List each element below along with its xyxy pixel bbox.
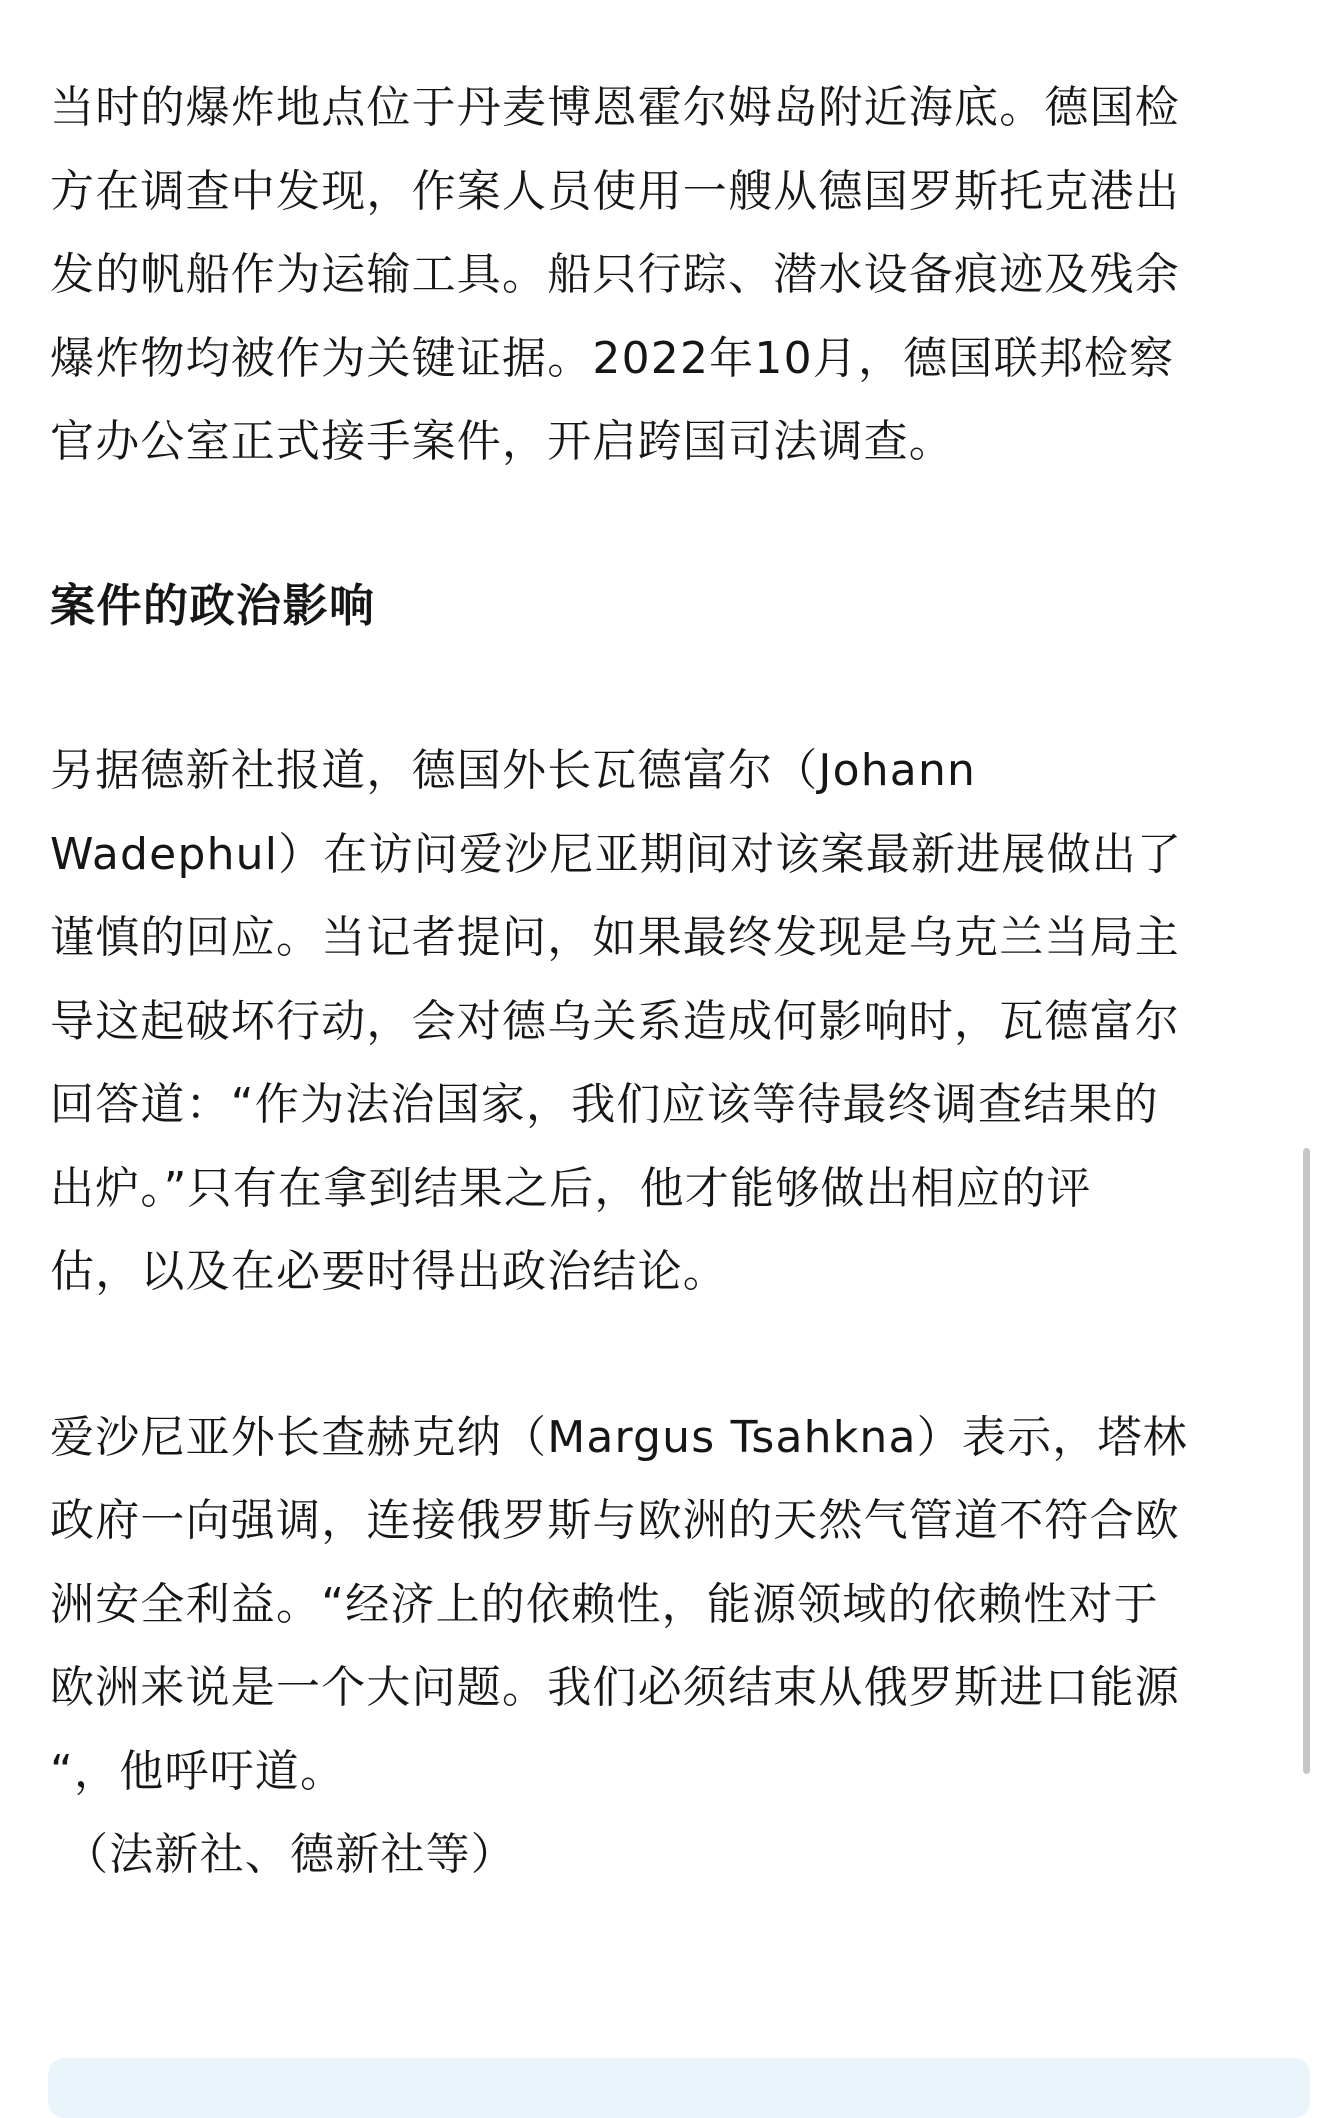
scrollbar-thumb[interactable] — [1303, 1148, 1310, 1774]
text-line: 另据德新社报道，德国外长瓦德富尔（Johann — [50, 745, 977, 796]
text-line: 官办公室正式接手案件，开启跨国司法调查。 — [50, 416, 954, 467]
text-line: 当时的爆炸地点位于丹麦博恩霍尔姆岛附近海底。德国检 — [50, 82, 1180, 133]
text-line: “，他呼吁道。 — [50, 1745, 346, 1797]
text-line: 爆炸物均被作为关键证据。2022年10月，德国联邦检察 — [50, 332, 1175, 384]
section-heading: 案件的政治影响 — [50, 578, 376, 632]
bottom-card[interactable] — [48, 2058, 1310, 2118]
text-line: 谨慎的回应。当记者提问，如果最终发现是乌克兰当局主 — [50, 912, 1180, 963]
text-line: 洲安全利益。“经济上的依赖性，能源领域的依赖性对于 — [50, 1578, 1159, 1630]
text-line: 爱沙尼亚外长查赫克纳（Margus Tsahkna）表示，塔林 — [50, 1411, 1188, 1463]
paragraph-german-response — [50, 729, 1290, 1314]
paragraph-investigation — [50, 66, 1290, 484]
source-attribution: （法新社、德新社等） — [64, 1829, 516, 1880]
article-body — [50, 66, 1290, 1897]
text-line: 估，以及在必要时得出政治结论。 — [50, 1246, 728, 1297]
text-line: 出炉。”只有在拿到结果之后，他才能够做出相应的评 — [50, 1162, 1092, 1214]
text-line: 导这起破坏行动，会对德乌关系造成何影响时，瓦德富尔 — [50, 995, 1180, 1047]
text-line: 政府一向强调，连接俄罗斯与欧洲的天然气管道不符合欧 — [50, 1495, 1180, 1546]
paragraph-estonia-response — [50, 1396, 1290, 1814]
text-line: 回答道：“作为法治国家，我们应该等待最终调查结果的 — [50, 1079, 1159, 1130]
text-line: 方在调查中发现，作案人员使用一艘从德国罗斯托克港出 — [50, 165, 1180, 217]
text-line: 欧洲来说是一个大问题。我们必须结束从俄罗斯进口能源 — [50, 1662, 1180, 1713]
text-line: 发的帆船作为运输工具。船只行踪、潜水设备痕迹及残余 — [50, 249, 1180, 300]
text-line: Wadephul）在访问爱沙尼亚期间对该案最新进展做出了 — [50, 828, 1183, 880]
